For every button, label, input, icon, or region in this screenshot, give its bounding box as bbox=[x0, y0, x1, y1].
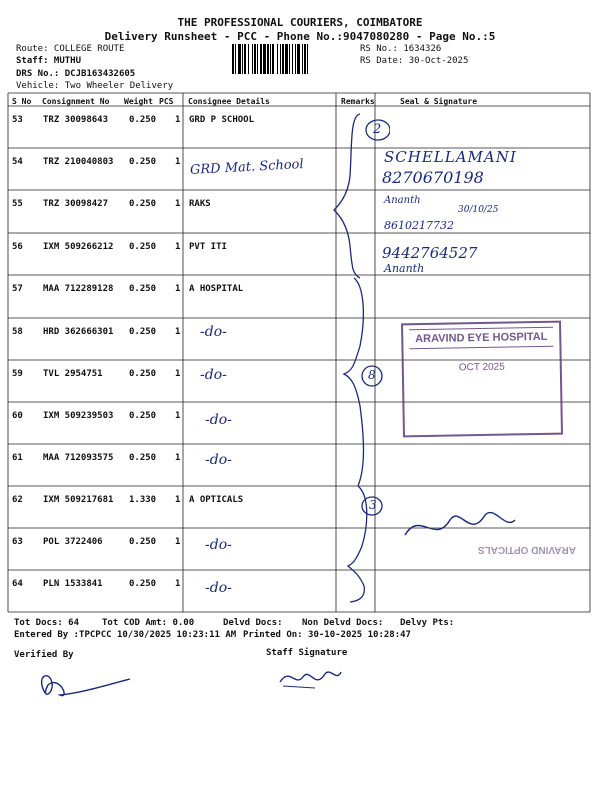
hospital-stamp bbox=[401, 321, 563, 438]
row-sno: 53 bbox=[12, 115, 23, 125]
row-weight: 0.250 bbox=[129, 242, 157, 252]
row-details: RAKS bbox=[189, 199, 211, 209]
row-consignment: TRZ 210040803 bbox=[43, 157, 114, 167]
row-pcs: 1 bbox=[175, 579, 181, 589]
row-sno: 64 bbox=[12, 579, 23, 589]
row-details: GRD P SCHOOL bbox=[189, 115, 255, 125]
rs-date: RS Date: 30-Oct-2025 bbox=[360, 56, 469, 66]
table-row bbox=[8, 106, 589, 148]
handwritten-mark-8: 8 bbox=[368, 368, 376, 382]
handwritten-signature: Ananth bbox=[384, 195, 421, 206]
verified-by-label: Verified By bbox=[14, 650, 74, 660]
row-details: PVT ITI bbox=[189, 242, 227, 252]
handwritten-ditto: -do- bbox=[200, 367, 227, 383]
row-details: A HOSPITAL bbox=[189, 284, 244, 294]
delivery-points: Delvy Pts: bbox=[400, 618, 455, 628]
row-weight: 0.250 bbox=[129, 327, 157, 337]
row-pcs: 1 bbox=[175, 284, 181, 294]
col-header-weight: Weight bbox=[124, 97, 153, 106]
row-pcs: 1 bbox=[175, 242, 181, 252]
row-pcs: 1 bbox=[175, 327, 181, 337]
staff-label: Staff: MUTHU bbox=[16, 56, 82, 66]
col-header-consignment: Consignment No bbox=[42, 97, 110, 106]
row-weight: 0.250 bbox=[129, 537, 157, 547]
row-consignment: TRZ 30098643 bbox=[43, 115, 109, 125]
row-sno: 61 bbox=[12, 453, 23, 463]
row-consignment: IXM 509239503 bbox=[43, 411, 114, 421]
total-docs: Tot Docs: 64 bbox=[14, 618, 80, 628]
route-label: Route: COLLEGE ROUTE bbox=[16, 44, 125, 54]
total-cod: Tot COD Amt: 0.00 bbox=[102, 618, 195, 628]
row-details: A OPTICALS bbox=[189, 495, 244, 505]
entered-by: Entered By :TPCPCC 10/30/2025 10:23:11 AM bbox=[14, 630, 237, 640]
runsheet-subtitle: Delivery Runsheet - PCC - Phone No.:9047080280 - Page No.:5 bbox=[104, 30, 496, 43]
row-sno: 63 bbox=[12, 537, 23, 547]
row-consignment: MAA 712289128 bbox=[43, 284, 114, 294]
row-consignment: HRD 362666301 bbox=[43, 327, 114, 337]
col-header-details: Consignee Details bbox=[188, 97, 270, 106]
row-weight: 0.250 bbox=[129, 411, 157, 421]
row-consignment: IXM 509266212 bbox=[43, 242, 114, 252]
row-weight: 1.330 bbox=[129, 495, 157, 505]
col-header-remarks: Remarks bbox=[341, 97, 375, 106]
row-weight: 0.250 bbox=[129, 157, 157, 167]
opticals-stamp-name: ARAVIND OPTICALS bbox=[477, 544, 576, 555]
handwritten-mark-2: 2 bbox=[373, 122, 382, 137]
row-weight: 0.250 bbox=[129, 284, 157, 294]
row-consignment: TRZ 30098427 bbox=[43, 199, 109, 209]
row-pcs: 1 bbox=[175, 453, 181, 463]
company-title: THE PROFESSIONAL COURIERS, COIMBATORE bbox=[177, 16, 423, 29]
handwritten-receiver-name: SCHELLAMANI bbox=[384, 148, 517, 166]
row-sno: 58 bbox=[12, 327, 23, 337]
handwritten-phone: 8610217732 bbox=[384, 219, 454, 232]
row-sno: 59 bbox=[12, 369, 23, 379]
handwritten-consignee: GRD Mat. School bbox=[189, 157, 304, 178]
row-sno: 55 bbox=[12, 199, 23, 209]
hospital-stamp-date: OCT 2025 bbox=[458, 361, 505, 374]
row-sno: 57 bbox=[12, 284, 23, 294]
handwritten-date: 30/10/25 bbox=[458, 205, 499, 215]
staff-signature-label: Staff Signature bbox=[266, 648, 348, 658]
handwritten-ditto: -do- bbox=[205, 580, 232, 596]
col-header-seal: Seal & Signature bbox=[400, 97, 478, 106]
table-row bbox=[8, 275, 589, 317]
row-pcs: 1 bbox=[175, 411, 181, 421]
handwritten-ditto: -do- bbox=[205, 412, 232, 428]
row-weight: 0.250 bbox=[129, 579, 157, 589]
delivered-docs: Delvd Docs: bbox=[223, 618, 283, 628]
hospital-stamp-name: ARAVIND EYE HOSPITAL bbox=[409, 327, 553, 350]
table-row bbox=[8, 233, 589, 275]
row-sno: 54 bbox=[12, 157, 23, 167]
handwritten-phone: 9442764527 bbox=[382, 244, 478, 262]
row-sno: 56 bbox=[12, 242, 23, 252]
col-header-sno: S No bbox=[12, 97, 32, 106]
table-row bbox=[8, 190, 589, 232]
non-delivered-docs: Non Delvd Docs: bbox=[302, 618, 384, 628]
drs-label: DRS No.: DCJB163432605 bbox=[16, 69, 136, 79]
row-consignment: MAA 712093575 bbox=[43, 453, 114, 463]
row-weight: 0.250 bbox=[129, 453, 157, 463]
handwritten-ditto: -do- bbox=[205, 452, 232, 468]
row-consignment: PLN 1533841 bbox=[43, 579, 103, 589]
row-sno: 62 bbox=[12, 495, 23, 505]
row-consignment: IXM 509217681 bbox=[43, 495, 114, 505]
col-header-pcs: PCS bbox=[159, 97, 174, 106]
handwritten-signature: Ananth bbox=[384, 262, 425, 275]
row-pcs: 1 bbox=[175, 199, 181, 209]
row-pcs: 1 bbox=[175, 537, 181, 547]
rs-number: RS No.: 1634326 bbox=[360, 44, 442, 54]
row-pcs: 1 bbox=[175, 115, 181, 125]
staff-signature bbox=[275, 662, 345, 697]
handwritten-phone: 8270670198 bbox=[382, 168, 484, 187]
row-weight: 0.250 bbox=[129, 199, 157, 209]
vehicle-label: Vehicle: Two Wheeler Delivery bbox=[16, 81, 174, 91]
row-pcs: 1 bbox=[175, 369, 181, 379]
row-consignment: POL 3722406 bbox=[43, 537, 103, 547]
printed-on: Printed On: 30-10-2025 10:28:47 bbox=[243, 630, 411, 640]
row-pcs: 1 bbox=[175, 495, 181, 505]
table-row bbox=[8, 570, 589, 612]
signature-scribble bbox=[400, 500, 520, 550]
handwritten-ditto: -do- bbox=[200, 324, 227, 340]
handwritten-mark-3: 3 bbox=[369, 498, 377, 512]
row-consignment: TVL 2954751 bbox=[43, 369, 103, 379]
row-sno: 60 bbox=[12, 411, 23, 421]
row-weight: 0.250 bbox=[129, 115, 157, 125]
handwritten-ditto: -do- bbox=[205, 537, 232, 553]
row-weight: 0.250 bbox=[129, 369, 157, 379]
row-pcs: 1 bbox=[175, 157, 181, 167]
verified-signature bbox=[30, 665, 140, 705]
